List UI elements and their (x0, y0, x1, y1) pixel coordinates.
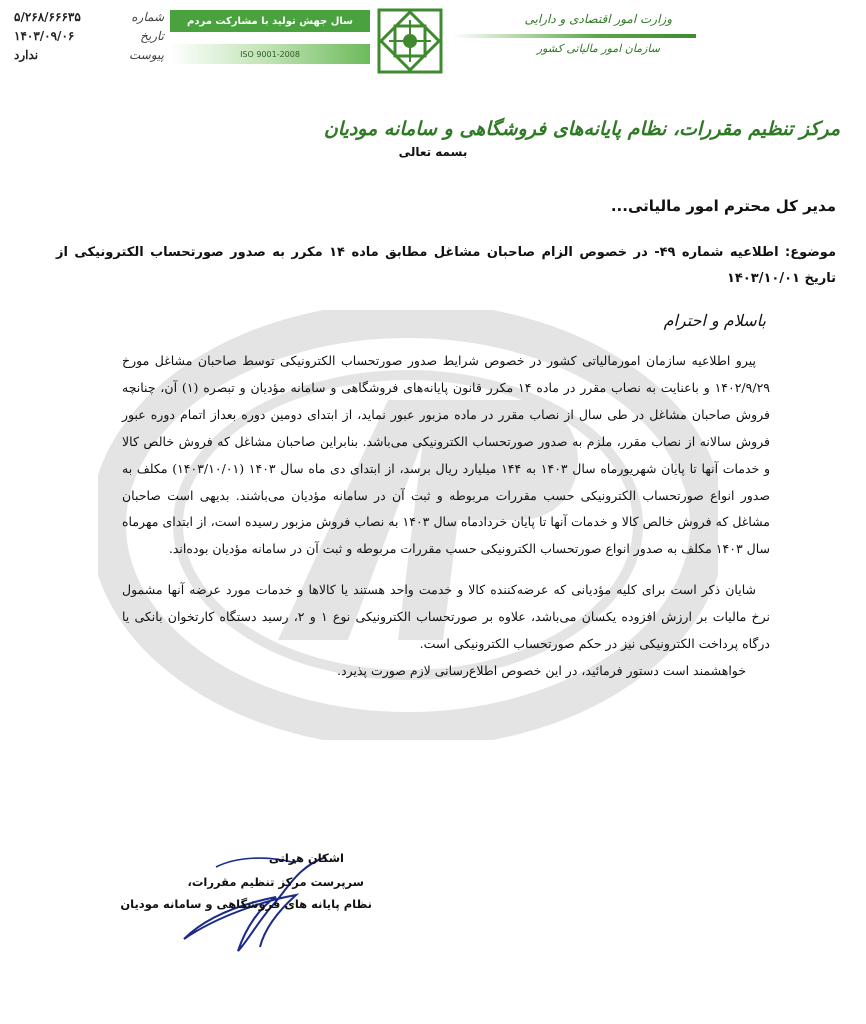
signatory-name: اشکان هراتی (268, 851, 344, 865)
meta-row-attachment (14, 46, 164, 65)
organization-name: سازمان امور مالیاتی کشور (536, 42, 660, 55)
subject-line: موضوع: اطلاعیه شماره ۴۹- در خصوص الزام صاحبان مشاغل مطابق ماده ۱۴ مکرر به صدور صورتحساب الکترونیکی از تاریخ ۱۴۰۳/۱۰/۰۱ (56, 245, 836, 286)
ministry-divider (452, 34, 696, 38)
greeting: باسلام و احترام (663, 311, 766, 330)
letter-meta (14, 8, 164, 65)
body-paragraph-2: شایان ذکر است برای کلیه مؤدیانی که عرضه‌کننده کالا و خدمت واحد هستند یا کالاها و خدمات مورد عرضه آنها مشمول نرخ مالیات بر ارزش افزوده یکسان می‌باشد، علاوه بر صورتحساب الکترونیکی نوع ۱ و ۲، رسید دستگاه کارتخوان بانکی یا درگاه پرداخت الکترونیکی نیز در حکم صورتحساب الکترونیکی است. (122, 582, 771, 652)
slogan-banner: سال جهش تولید با مشارکت مردم (170, 10, 370, 32)
header-band (170, 10, 370, 64)
recipient: مدیر کل محترم امور مالیاتی... (610, 197, 836, 215)
center-name: مرکز تنظیم مقررات، نظام پایانه‌های فروشگاهی و سامانه مودیان (323, 118, 840, 140)
ministry-name: وزارت امور اقتصادی و دارایی (524, 12, 672, 26)
basmala: بسمه تعالی (398, 145, 468, 159)
meta-row-number (14, 8, 164, 27)
tax-emblem-icon (375, 6, 445, 76)
meta-number-label: شماره (131, 10, 164, 24)
meta-attachment-label: پیوست (129, 48, 164, 62)
meta-date-label: تاریخ (140, 29, 164, 43)
body-paragraph-3: خواهشمند است دستور فرمائید، در این خصوص اطلاع‌رسانی لازم صورت پذیرد. (337, 662, 746, 678)
meta-number-value: ۵/۲۶۸/۶۶۶۳۵ (14, 10, 81, 24)
letter-body (122, 348, 770, 685)
signature-block (120, 847, 372, 967)
meta-row-date (14, 27, 164, 46)
signatory-department: نظام پایانه های فروشگاهی و سامانه مودیان (120, 897, 372, 911)
iso-label: ISO 9001-2008 (170, 44, 370, 64)
body-paragraph-1: پیرو اطلاعیه سازمان امورمالیاتی کشور در خصوص شرایط صدور صورتحساب الکترونیکی توسط صاحبان مشاغل مورخ ۱۴۰۲/۹/۲۹ و باعنایت به نصاب مقرر در ماده ۱۴ مکرر قانون پایانه‌های فروشگاهی و سامانه مؤدیان و تبصره (۱) آن، چنانچه فروش صاحبان مشاغل در طی سال از نصاب مقرر در ماده مزبور عبور نماید، از ابتدای دومین دوره بعداز اتمام دوره عبور فروش سالانه از نصاب مقرر، ملزم به صدور صورتحساب الکترونیکی می‌باشد. بنابراین صاحبان مشاغل که فروش خالص کالا و خدمات آنها تا پایان شهریورماه سال ۱۴۰۳ به ۱۴۴ میلیارد ریال برسد، از ابتدای دی ماه سال ۱۴۰۳ (۱۴۰۳/۱۰/۰۱) مکلف به صدور انواع صورتحساب الکترونیکی حسب مقررات مربوطه و ثبت آن در سامانه مؤدیان می‌باشند. بدیهی است صاحبان مشاغل که فروش خالص کالا و خدمات آنها تا پایان خردادماه سال ۱۴۰۳ به نصاب فروش مزبور رسیده است، از ابتدای مهرماه سال ۱۴۰۳ مکلف به صدور انواع صورتحساب الکترونیکی حسب مقررات مربوطه و ثبت آن در سامانه مؤدیان بوده‌اند. (122, 353, 770, 557)
meta-date-value: ۱۴۰۳/۰۹/۰۶ (14, 29, 75, 43)
ministry-header (452, 10, 696, 62)
signatory-title: سرپرست مرکز تنظیم مقررات، (187, 875, 364, 889)
meta-attachment-value: ندارد (14, 48, 39, 62)
